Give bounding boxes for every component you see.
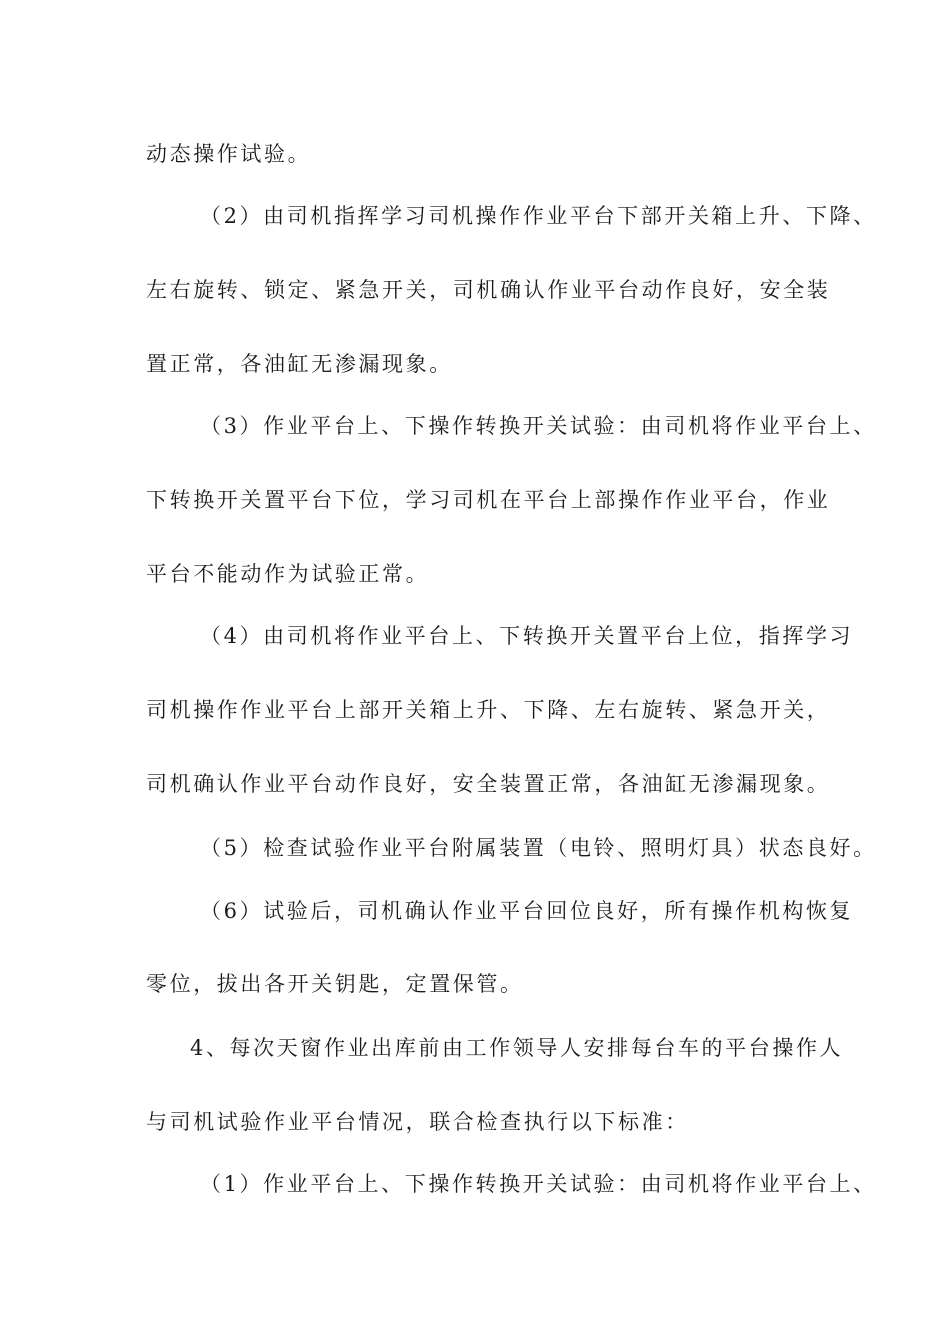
text-line: 与司机试验作业平台情况，联合检查执行以下标准： xyxy=(146,1110,689,1134)
text-line: 4、每次天窗作业出库前由工作领导人安排每台车的平台操作人 xyxy=(190,1036,844,1060)
text-line: （5）检查试验作业平台附属装置（电铃、照明灯具）状态良好。 xyxy=(200,836,877,860)
text-line: （3）作业平台上、下操作转换开关试验：由司机将作业平台上、 xyxy=(200,414,877,438)
text-line: 左右旋转、锁定、紧急开关，司机确认作业平台动作良好，安全装 xyxy=(146,278,831,302)
text-line: 司机确认作业平台动作良好，安全装置正常，各油缸无渗漏现象。 xyxy=(146,772,831,796)
text-line: 下转换开关置平台下位，学习司机在平台上部操作作业平台，作业 xyxy=(146,488,831,512)
text-line: （6）试验后，司机确认作业平台回位良好，所有操作机构恢复 xyxy=(200,899,854,923)
text-line: 置正常，各油缸无渗漏现象。 xyxy=(146,352,453,376)
text-line: 动态操作试验。 xyxy=(146,142,312,166)
text-line: 司机操作作业平台上部开关箱上升、下降、左右旋转、紧急开关， xyxy=(146,698,831,722)
text-line: （4）由司机将作业平台上、下转换开关置平台上位，指挥学习 xyxy=(200,624,854,648)
text-line: （1）作业平台上、下操作转换开关试验：由司机将作业平台上、 xyxy=(200,1172,877,1196)
text-line: 平台不能动作为试验正常。 xyxy=(146,562,430,586)
text-line: （2）由司机指挥学习司机操作作业平台下部开关箱上升、下降、 xyxy=(200,204,877,228)
text-line: 零位，拔出各开关钥匙，定置保管。 xyxy=(146,972,524,996)
